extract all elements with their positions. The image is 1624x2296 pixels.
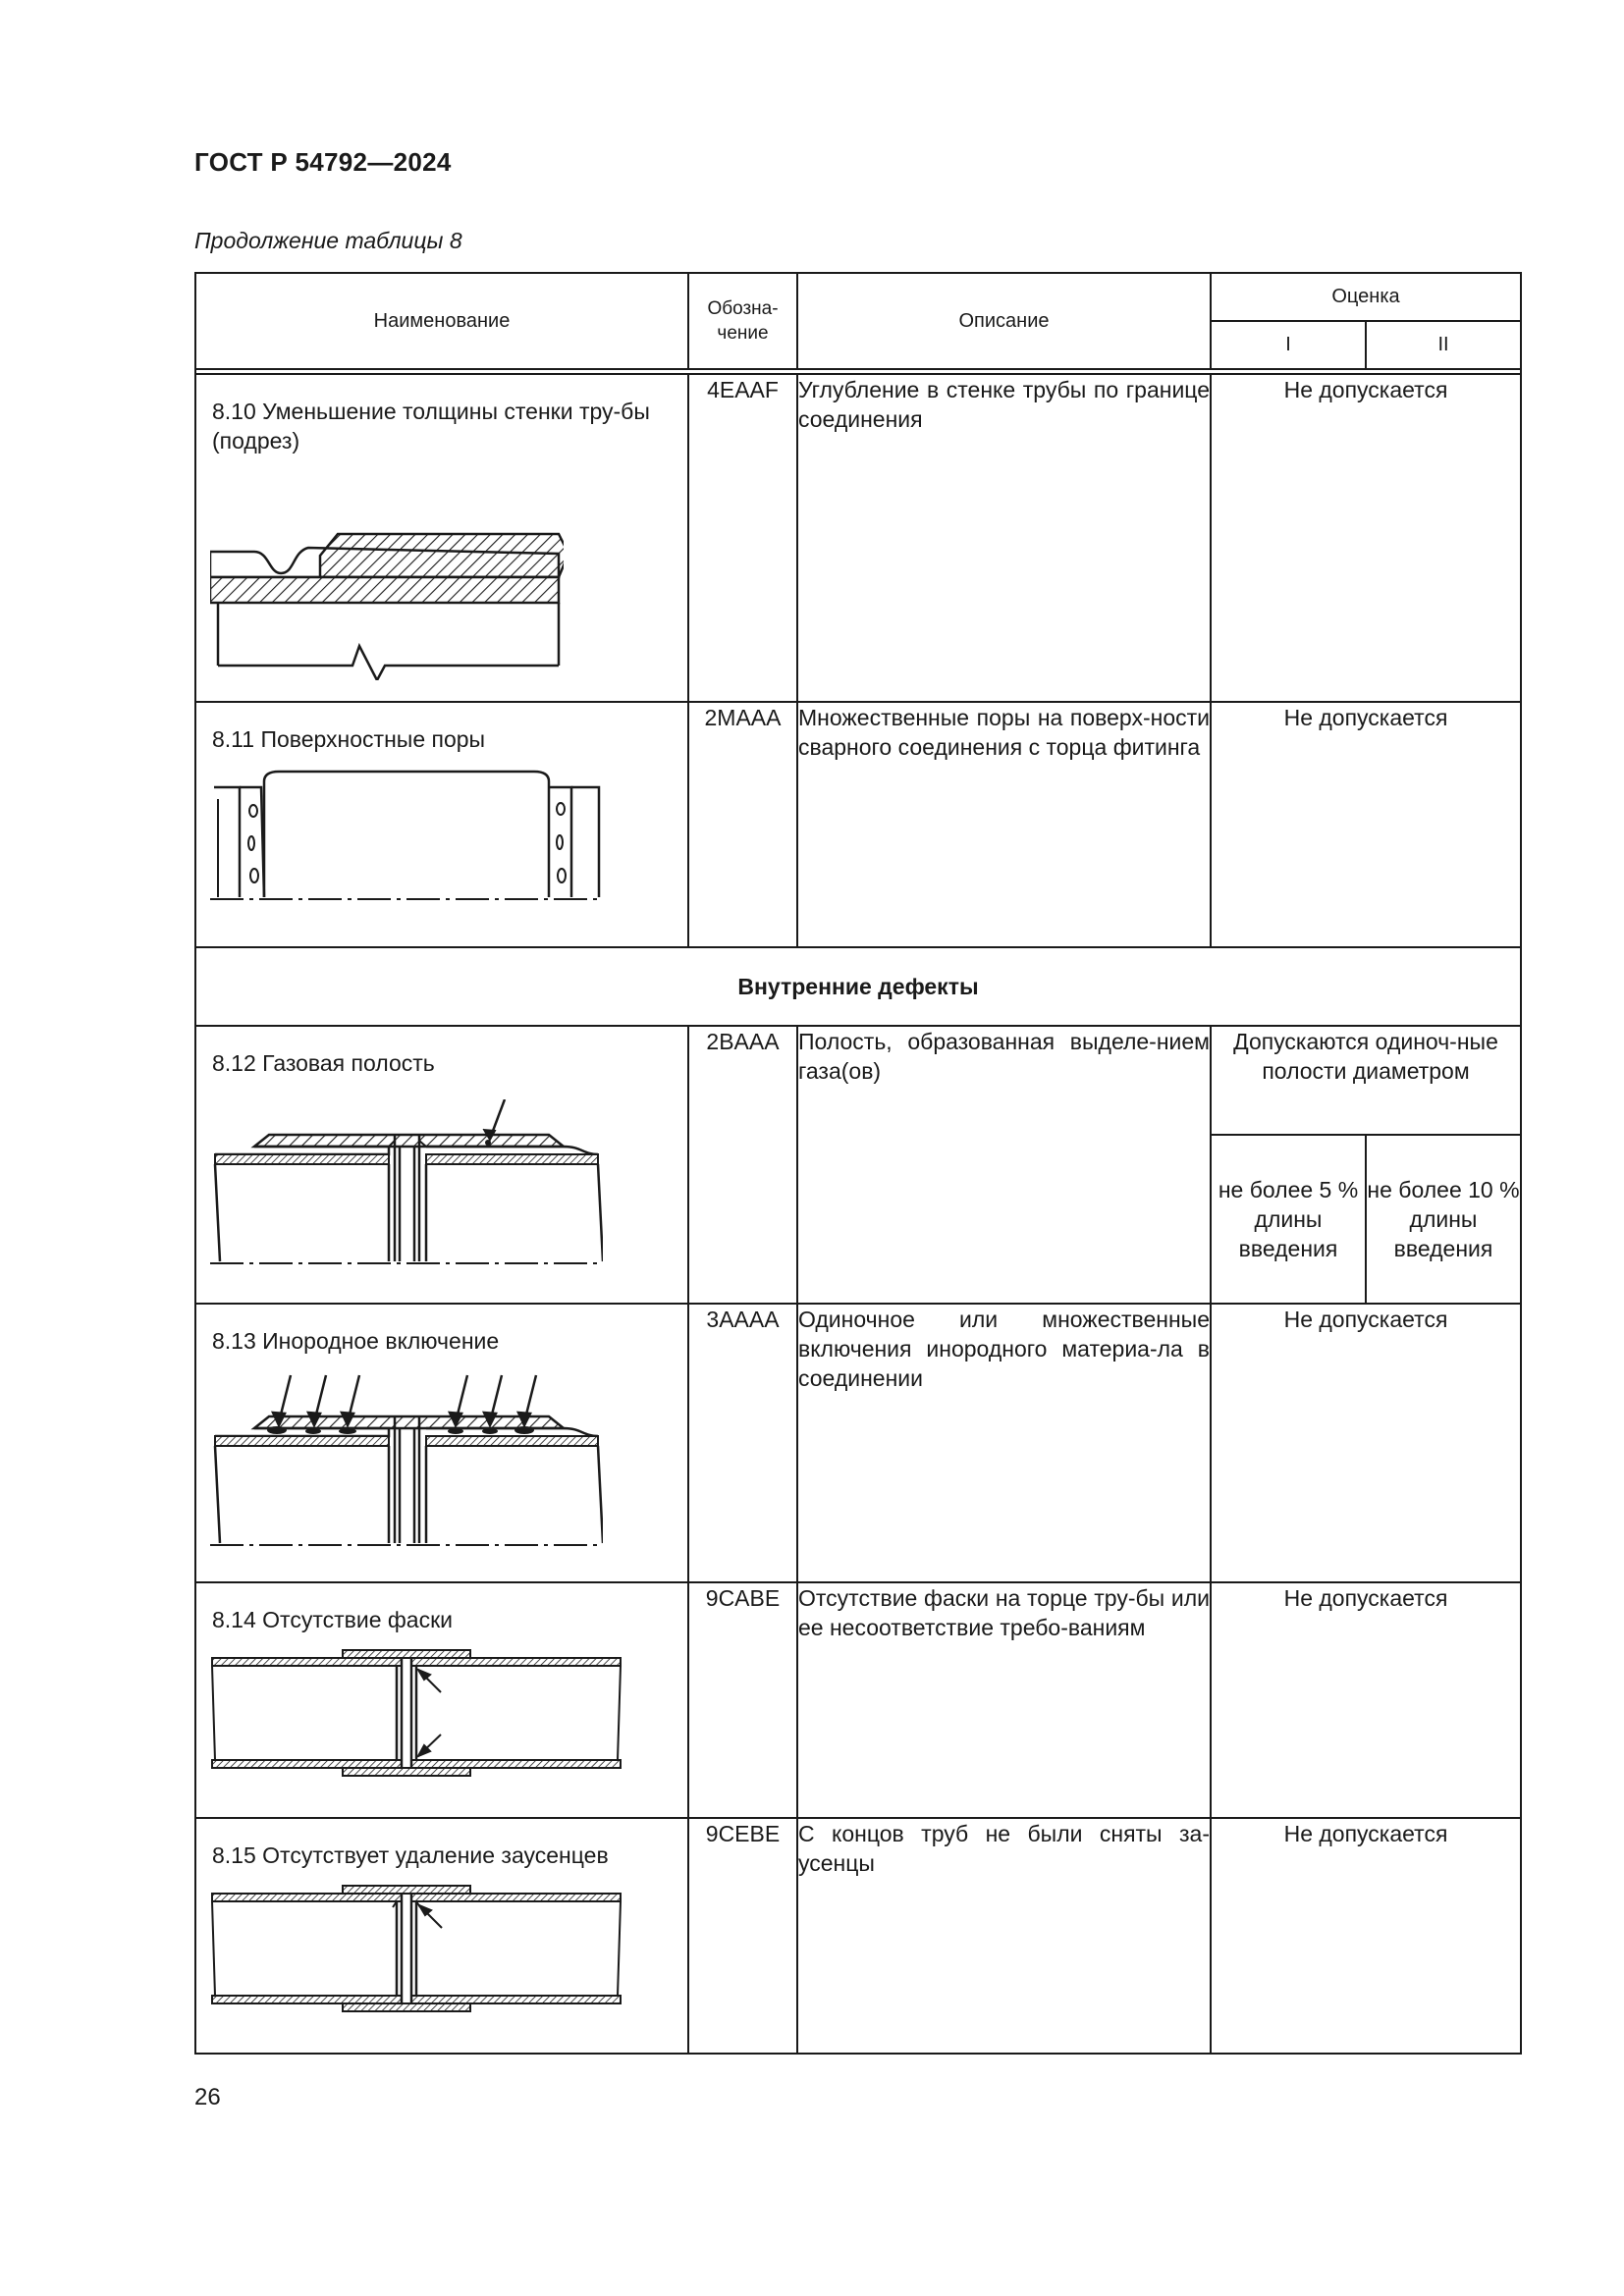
assessment-level-2: не более 10 % длины введения <box>1366 1135 1521 1304</box>
row-name-cell <box>195 1026 688 1304</box>
defect-description: Полость, образованная выделе-нием газа(ов) <box>797 1026 1211 1304</box>
surface-pores-illustration <box>210 770 603 907</box>
defect-code: 2BAAA <box>688 1026 797 1304</box>
column-header-code: Обозна-чение <box>688 273 797 369</box>
defect-name: 8.15 Отсутствует удаление заусенцев <box>212 1842 609 1868</box>
defect-description: Одиночное или множественные включения инородного материа-ла в соединении <box>797 1304 1211 1582</box>
defect-assessment: Не допускается <box>1211 374 1521 702</box>
section-row <box>195 947 1521 1026</box>
burrs-not-removed-illustration <box>210 1884 623 2016</box>
defect-code: 9CEBE <box>688 1818 797 2054</box>
row-name-cell <box>195 1304 688 1582</box>
table-row <box>195 374 1521 702</box>
assessment-level-1: не более 5 % длины введения <box>1211 1135 1366 1304</box>
column-header-level-2: II <box>1366 321 1521 369</box>
table-caption: Продолжение таблицы 8 <box>194 228 462 253</box>
section-title: Внутренние дефекты <box>195 947 1521 1026</box>
table-row <box>195 1818 1521 2054</box>
page-number: 26 <box>194 2084 221 2110</box>
defect-code: 2MAAA <box>688 702 797 947</box>
defect-name: 8.10 Уменьшение толщины стенки тру-бы (подрез) <box>212 399 650 454</box>
defect-assessment: Не допускается <box>1211 702 1521 947</box>
defect-description: Отсутствие фаски на торце тру-бы или ее несоответствие требо-ваниям <box>797 1582 1211 1818</box>
gas-cavity-illustration <box>210 1099 603 1266</box>
table-row <box>195 1304 1521 1582</box>
defect-description: С концов труб не были сняты за-усенцы <box>797 1818 1211 2054</box>
row-name-cell <box>195 702 688 947</box>
document-header: ГОСТ Р 54792—2024 <box>194 147 452 177</box>
missing-chamfer-illustration <box>210 1648 623 1781</box>
defect-code: 3AAAA <box>688 1304 797 1582</box>
defect-assessment: Не допускается <box>1211 1582 1521 1818</box>
defect-assessment: Допускаются одиноч-ные полости диаметром <box>1211 1026 1521 1135</box>
defects-table <box>194 272 1522 2055</box>
foreign-inclusion-illustration <box>210 1371 603 1548</box>
defect-code: 9CABE <box>688 1582 797 1818</box>
defect-assessment: Не допускается <box>1211 1304 1521 1582</box>
column-header-assessment: Оценка <box>1211 273 1521 321</box>
row-name-cell <box>195 1582 688 1818</box>
table-row <box>195 702 1521 947</box>
defect-name: 8.14 Отсутствие фаски <box>212 1607 454 1632</box>
defect-name: 8.12 Газовая полость <box>212 1050 435 1076</box>
defect-code: 4EAAF <box>688 374 797 702</box>
defect-name: 8.11 Поверхностные поры <box>212 726 486 752</box>
row-name-cell <box>195 1818 688 2054</box>
column-header-name: Наименование <box>195 273 688 369</box>
row-name-cell <box>195 374 688 702</box>
defect-name: 8.13 Инородное включение <box>212 1328 500 1354</box>
table-row <box>195 1582 1521 1818</box>
defect-description: Углубление в стенке трубы по границе соединения <box>797 374 1211 702</box>
table-header-row <box>195 273 1521 321</box>
table-row <box>195 1026 1521 1135</box>
column-header-description: Описание <box>797 273 1211 369</box>
defect-description: Множественные поры на поверх-ности сварного соединения с торца фитинга <box>797 702 1211 947</box>
defect-assessment: Не допускается <box>1211 1818 1521 2054</box>
undercut-illustration <box>210 489 564 680</box>
column-header-level-1: I <box>1211 321 1366 369</box>
